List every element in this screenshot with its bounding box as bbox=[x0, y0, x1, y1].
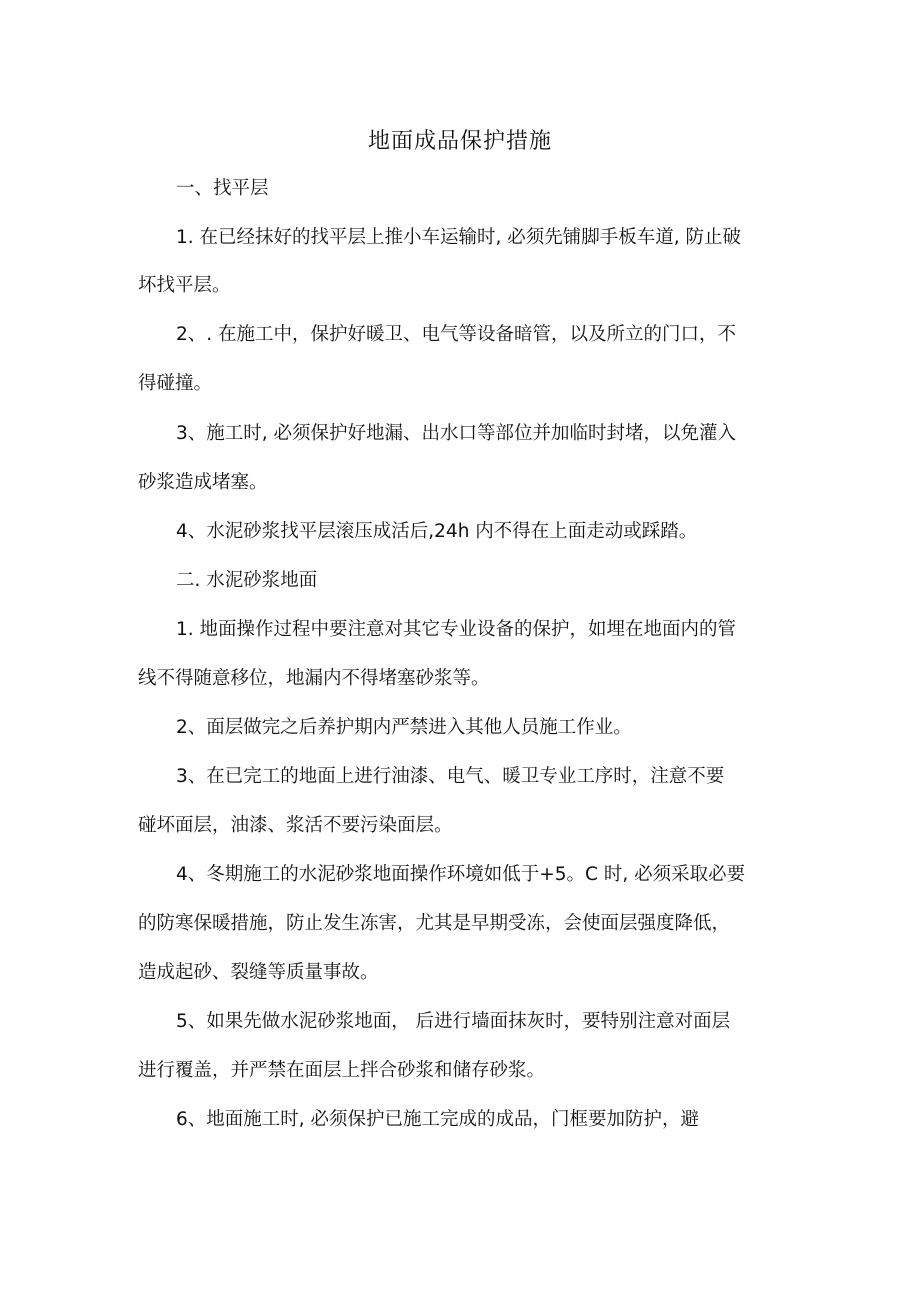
section-heading-leveling-layer: 一、找平层 bbox=[176, 178, 269, 199]
paragraph-line: 碰坏面层，油漆、浆活不要污染面层。 bbox=[138, 815, 453, 836]
paragraph-line: 4、冬期施工的水泥砂浆地面操作环境如低于+5。C 时, 必须采取必要 bbox=[176, 864, 746, 885]
paragraph-line: 进行覆盖，并严禁在面层上拌合砂浆和储存砂浆。 bbox=[138, 1060, 546, 1081]
paragraph-line: 造成起砂、裂缝等质量事故。 bbox=[138, 962, 379, 983]
page-title: 地面成品保护措施 bbox=[367, 129, 552, 154]
paragraph-line: 1. 在已经抹好的找平层上推小车运输时, 必须先铺脚手板车道, 防止破 bbox=[176, 227, 742, 248]
paragraph-line: 3、施工时, 必须保护好地漏、出水口等部位并加临时封堵，以免灌入 bbox=[176, 423, 737, 444]
paragraph-line: 2、. 在施工中，保护好暖卫、电气等设备暗管，以及所立的门口，不 bbox=[176, 324, 737, 345]
paragraph-line: 5、如果先做水泥砂浆地面， 后进行墙面抹灰时，要特别注意对面层 bbox=[176, 1011, 731, 1032]
paragraph-line: 坏找平层。 bbox=[138, 275, 231, 296]
paragraph-line: 砂浆造成堵塞。 bbox=[138, 472, 268, 493]
paragraph-line: 2、面层做完之后养护期内严禁进入其他人员施工作业。 bbox=[176, 717, 632, 738]
paragraph-line: 6、地面施工时, 必须保护已施工完成的成品，门框要加防护，避 bbox=[176, 1109, 700, 1130]
paragraph-line: 3、在已完工的地面上进行油漆、电气、暖卫专业工序时，注意不要 bbox=[176, 766, 725, 787]
paragraph-line: 得碰撞。 bbox=[138, 373, 213, 394]
paragraph-line: 的防寒保暖措施，防止发生冻害，尤其是早期受冻，会使面层强度降低， bbox=[138, 913, 731, 934]
paragraph-line: 4、水泥砂浆找平层滚压成活后,24h 内不得在上面走动或踩踏。 bbox=[176, 521, 698, 542]
section-heading-cement-mortar-floor: 二. 水泥砂浆地面 bbox=[176, 570, 318, 591]
paragraph-line: 线不得随意移位，地漏内不得堵塞砂浆等。 bbox=[138, 668, 490, 689]
paragraph-line: 1. 地面操作过程中要注意对其它专业设备的保护，如埋在地面内的管 bbox=[176, 619, 737, 640]
